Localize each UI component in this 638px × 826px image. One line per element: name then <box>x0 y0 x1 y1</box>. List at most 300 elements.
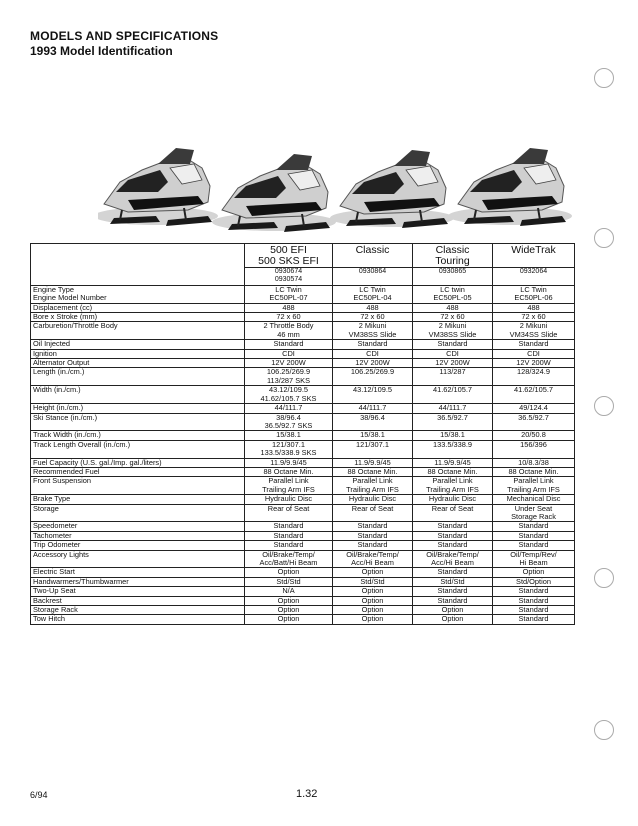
spec-value-line: 72 x 60 <box>276 312 301 322</box>
spec-value-line: Parallel Link <box>268 476 309 486</box>
page-title: MODELS AND SPECIFICATIONS <box>30 29 219 43</box>
snowmobile-photo <box>98 130 572 240</box>
part-number-cell-line: 0932064 <box>519 268 548 275</box>
column-header-line: Classic <box>435 244 470 256</box>
spec-value <box>245 504 333 522</box>
spec-value <box>333 495 413 504</box>
part-number-cell <box>333 268 413 286</box>
spec-value <box>245 340 333 349</box>
spec-value <box>413 577 493 586</box>
row-label-line: Storage <box>33 504 59 513</box>
spec-value-line: 41.62/105.7 <box>513 385 554 395</box>
binder-hole <box>594 228 614 248</box>
row-label <box>31 606 245 615</box>
spec-value <box>413 431 493 440</box>
row-label <box>31 458 245 467</box>
spec-value-line: Option <box>361 596 384 605</box>
spec-value-line: Standard <box>357 540 388 550</box>
row-label-line: Handwarmers/Thumbwarmer <box>33 577 129 586</box>
spec-value-line: Option <box>361 614 384 624</box>
spec-value <box>493 413 575 431</box>
spec-value-line: 11.9/9.9/45 <box>434 458 471 467</box>
row-label <box>31 359 245 368</box>
spec-value-line: LC Twin <box>520 285 547 294</box>
column-header-line: Touring <box>435 255 470 267</box>
column-header-line: WideTrak <box>511 244 556 256</box>
row-label <box>31 413 245 431</box>
row-label <box>31 577 245 586</box>
spec-value <box>245 596 333 605</box>
spec-value-line: Standard <box>437 531 468 540</box>
spec-value-line: 128/324.9 <box>517 367 550 377</box>
spec-value-line: 41.62/105.7 <box>432 385 473 395</box>
spec-value-line: 488 <box>366 303 379 312</box>
spec-value <box>245 368 333 386</box>
spec-value-line: Rear of Seat <box>431 504 474 513</box>
spec-value-line: Standard <box>518 521 549 531</box>
spec-value <box>493 404 575 413</box>
spec-value <box>333 359 413 368</box>
spec-value <box>413 322 493 340</box>
spec-value <box>493 349 575 358</box>
spec-value <box>493 541 575 550</box>
spec-value <box>245 386 333 404</box>
spec-value-line: Oil/Brake/Temp/ <box>426 550 479 559</box>
table-row <box>31 541 575 550</box>
table-row <box>31 440 575 458</box>
spec-value-line: Std/Std <box>440 577 465 586</box>
spec-value <box>333 322 413 340</box>
row-label-line: Displacement (cc) <box>33 303 93 312</box>
row-label-line: Brake Type <box>33 494 71 504</box>
spec-value-line: 133.5/338.9 SKS <box>260 448 317 458</box>
table-row <box>31 495 575 504</box>
spec-value-line: Standard <box>518 531 549 540</box>
spec-value-line: Acc/Hi Beam <box>431 558 474 567</box>
spec-value-line: Option <box>361 586 384 596</box>
spec-value-line: Storage Rack <box>511 511 556 521</box>
row-label-line: Two-Up Seat <box>33 586 76 596</box>
spec-value <box>413 541 493 550</box>
spec-value-line: Standard <box>357 339 388 349</box>
table-row <box>31 568 575 577</box>
spec-value <box>493 550 575 568</box>
spec-value <box>493 606 575 615</box>
spec-value-line: Oil/Brake/Temp/ <box>262 550 315 559</box>
spec-value <box>493 386 575 404</box>
footer-date: 6/94 <box>30 790 48 800</box>
table-row <box>31 313 575 322</box>
spec-value-line: 2 Throttle Body <box>263 321 314 331</box>
row-label-line: Carburetion/Throttle Body <box>33 321 118 331</box>
binder-hole <box>594 396 614 416</box>
spec-value-line: Hydraulic Disc <box>348 494 397 504</box>
spec-value <box>493 285 575 303</box>
spec-value-line: 113/287 SKS <box>266 375 310 385</box>
spec-value <box>493 504 575 522</box>
row-label-line: Bore x Stroke (mm) <box>33 312 98 322</box>
table-row <box>31 522 575 531</box>
spec-value-line: Trailing Arm IFS <box>346 484 399 494</box>
spec-value <box>413 440 493 458</box>
spec-value <box>245 550 333 568</box>
spec-value <box>413 596 493 605</box>
table-row <box>31 349 575 358</box>
spec-value-line: Standard <box>518 540 549 550</box>
spec-value-line: Standard <box>437 567 468 577</box>
row-label-line: Tachometer <box>33 531 72 540</box>
spec-value-line: 488 <box>527 303 540 312</box>
row-label-line: Ignition <box>33 349 57 358</box>
spec-value <box>333 550 413 568</box>
spec-value-line: Option <box>361 567 384 577</box>
spec-value <box>493 368 575 386</box>
column-header <box>245 244 333 268</box>
spec-value-line: Standard <box>273 339 304 349</box>
part-number-cell <box>245 268 333 286</box>
row-label <box>31 615 245 624</box>
spec-value-line: 43.12/109.5 <box>268 385 309 395</box>
spec-value-line: Option <box>441 614 464 624</box>
spec-value <box>333 568 413 577</box>
spec-value <box>245 467 333 476</box>
spec-value-line: 488 <box>282 303 295 312</box>
spec-value <box>333 531 413 540</box>
part-number-cell-line: 0930865 <box>438 268 467 275</box>
row-label-line: Trip Odometer <box>33 540 81 550</box>
spec-value <box>493 495 575 504</box>
spec-value <box>333 541 413 550</box>
binder-hole <box>594 720 614 740</box>
spec-value-line: 72 x 60 <box>360 312 385 322</box>
spec-value-line: 44/111.7 <box>358 403 387 413</box>
table-row <box>31 303 575 312</box>
page-number: 1.32 <box>296 788 318 800</box>
spec-value <box>333 285 413 303</box>
table-row <box>31 477 575 495</box>
spec-value-line: 72 x 60 <box>521 312 546 322</box>
spec-value-line: 49/124.4 <box>519 403 548 413</box>
spec-value-line: Standard <box>518 339 549 349</box>
spec-value-line: Rear of Seat <box>351 504 394 513</box>
row-label <box>31 467 245 476</box>
spec-value <box>493 522 575 531</box>
table-row <box>31 431 575 440</box>
spec-value <box>245 413 333 431</box>
part-number-cell-line: 0930674 <box>274 268 303 275</box>
spec-value <box>333 303 413 312</box>
spec-value-line: Trailing Arm IFS <box>426 484 479 494</box>
spec-value <box>333 386 413 404</box>
row-label <box>31 531 245 540</box>
spec-value-line: Option <box>277 596 300 605</box>
spec-value-line: 121/307.1 <box>272 440 305 449</box>
spec-value <box>333 404 413 413</box>
spec-value-line: Trailing Arm IFS <box>262 484 315 494</box>
spec-value-line: CDI <box>527 349 540 358</box>
spec-value <box>333 440 413 458</box>
row-label <box>31 313 245 322</box>
row-label <box>31 386 245 404</box>
row-label <box>31 322 245 340</box>
spec-value <box>245 477 333 495</box>
spec-value <box>333 504 413 522</box>
part-number-cell <box>493 268 575 286</box>
spec-value <box>413 458 493 467</box>
spec-value-line: 106.25/269.9 <box>350 367 395 377</box>
table-row <box>31 587 575 596</box>
spec-value <box>333 522 413 531</box>
spec-value <box>245 303 333 312</box>
spec-value <box>245 349 333 358</box>
spec-value-line: 46 mm <box>277 329 300 339</box>
table-row <box>31 368 575 386</box>
spec-value-line: 2 Mikuni <box>519 321 548 331</box>
spec-value <box>413 285 493 303</box>
spec-value-line: 15/38.1 <box>276 430 301 440</box>
spec-value-line: 88 Octane Min. <box>263 467 314 476</box>
table-header-row <box>31 244 575 268</box>
spec-value-line: CDI <box>282 349 295 358</box>
row-label <box>31 431 245 440</box>
table-row <box>31 322 575 340</box>
row-label <box>31 568 245 577</box>
spec-value <box>413 606 493 615</box>
spec-value <box>245 531 333 540</box>
spec-value-line: Standard <box>437 586 468 596</box>
spec-value-line: Standard <box>273 540 304 550</box>
spec-value <box>245 322 333 340</box>
spec-value <box>413 550 493 568</box>
table-row <box>31 596 575 605</box>
spec-value <box>333 577 413 586</box>
spec-value <box>413 477 493 495</box>
spec-value-line: Standard <box>357 521 388 531</box>
spec-value <box>413 495 493 504</box>
spec-value-line: Standard <box>273 521 304 531</box>
row-label-line: Length (in./cm.) <box>33 367 85 377</box>
spec-value <box>245 495 333 504</box>
spec-value <box>493 431 575 440</box>
spec-value <box>413 615 493 624</box>
spec-value <box>493 568 575 577</box>
spec-value-line: 10/8.3/38 <box>518 458 549 467</box>
spec-value <box>493 440 575 458</box>
spec-value <box>333 313 413 322</box>
spec-value-line: Standard <box>437 339 468 349</box>
spec-value <box>333 458 413 467</box>
spec-value-line: 15/38.1 <box>360 430 385 440</box>
spec-value-line: Parallel Link <box>352 476 393 486</box>
spec-value-line: 36.5/92.7 <box>437 413 468 422</box>
spec-value <box>493 340 575 349</box>
spec-value <box>245 587 333 596</box>
spec-value-line: 44/111.7 <box>274 403 303 413</box>
spec-value-line: N/A <box>282 586 295 596</box>
row-label <box>31 440 245 458</box>
part-number-cell-line: 0930574 <box>274 276 303 284</box>
table-row <box>31 615 575 624</box>
spec-value-line: 113/287 <box>439 367 466 377</box>
binder-hole <box>594 568 614 588</box>
spec-value-line: Under Seat <box>514 504 553 513</box>
spec-value <box>413 368 493 386</box>
spec-value <box>493 359 575 368</box>
spec-value <box>245 606 333 615</box>
spec-value <box>413 531 493 540</box>
row-label-line: Tow Hitch <box>33 614 66 624</box>
spec-value-line: Option <box>361 605 384 615</box>
row-label <box>31 404 245 413</box>
spec-value-line: Option <box>277 614 300 624</box>
spec-value-line: VM38SS Slide <box>348 329 397 339</box>
spec-value-line: Standard <box>518 596 549 605</box>
spec-value <box>413 303 493 312</box>
spec-value <box>333 349 413 358</box>
spec-value-line: Std/Std <box>360 577 385 586</box>
spec-value-line: Standard <box>273 531 304 540</box>
spec-value <box>493 458 575 467</box>
row-label <box>31 340 245 349</box>
spec-value <box>413 467 493 476</box>
spec-value-line: 12V 200W <box>516 358 551 368</box>
spec-value-line: Hydraulic Disc <box>428 494 477 504</box>
spec-value-line: CDI <box>446 349 459 358</box>
row-label <box>31 303 245 312</box>
table-row <box>31 340 575 349</box>
spec-value-line: Option <box>441 605 464 615</box>
row-label <box>31 368 245 386</box>
row-label-line: Alternator Output <box>33 358 90 368</box>
spec-value <box>245 615 333 624</box>
spec-value-line: 11.9/9.9/45 <box>354 458 391 467</box>
spec-value-line: 133.5/338.9 <box>432 440 473 449</box>
spec-value-line: Standard <box>437 540 468 550</box>
row-label-line: Track Width (in./cm.) <box>33 430 101 440</box>
row-label-line: Height (in./cm.) <box>33 403 84 413</box>
row-label <box>31 285 245 303</box>
spec-value-line: Standard <box>518 586 549 596</box>
spec-value <box>333 606 413 615</box>
spec-value <box>333 587 413 596</box>
spec-value <box>245 313 333 322</box>
spec-value-line: Standard <box>437 521 468 531</box>
table-row <box>31 359 575 368</box>
spec-value <box>413 504 493 522</box>
row-label-line: Electric Start <box>33 567 75 577</box>
spec-value-line: Mechanical Disc <box>506 494 561 504</box>
row-label-line: Fuel Capacity (U.S. gal./Imp. gal./liters) <box>33 458 162 467</box>
spec-value-line: Standard <box>357 531 388 540</box>
spec-value <box>413 349 493 358</box>
row-label <box>31 522 245 531</box>
spec-value-line: 20/50.8 <box>521 430 546 440</box>
table-row <box>31 531 575 540</box>
spec-value <box>493 596 575 605</box>
header-corner-cell <box>31 244 245 286</box>
spec-value <box>413 340 493 349</box>
table-row <box>31 386 575 404</box>
spec-value-line: VM34SS Slide <box>509 329 558 339</box>
row-label-line: Storage Rack <box>33 605 78 615</box>
spec-value <box>245 568 333 577</box>
spec-value <box>493 477 575 495</box>
column-header-line: 500 SKS EFI <box>258 255 319 267</box>
spec-value-line: Standard <box>518 614 549 624</box>
binder-hole <box>594 68 614 88</box>
spec-value-line: Std/Option <box>516 577 551 586</box>
spec-value <box>245 285 333 303</box>
spec-value <box>333 615 413 624</box>
spec-value <box>333 431 413 440</box>
column-header-line: 500 EFI <box>270 244 307 256</box>
spec-value-line: Rear of Seat <box>267 504 310 513</box>
spec-value-line: Oil/Temp/Rev/ <box>510 550 557 559</box>
spec-value-line: 44/111.7 <box>438 403 467 413</box>
spec-value-line: Option <box>277 567 300 577</box>
spec-value-line: 43.12/109.5 <box>352 385 393 395</box>
spec-value-line: 12V 200W <box>435 358 470 368</box>
spec-value-line: 106.25/269.9 <box>266 367 311 377</box>
row-label-line: Backrest <box>33 596 62 605</box>
spec-value-line: Oil/Brake/Temp/ <box>346 550 399 559</box>
spec-value <box>413 413 493 431</box>
spec-value <box>413 386 493 404</box>
spec-value <box>493 587 575 596</box>
spec-value-line: 41.62/105.7 SKS <box>260 393 317 403</box>
row-label <box>31 495 245 504</box>
spec-value-line: 36.5/92.7 <box>518 413 549 422</box>
spec-value <box>333 413 413 431</box>
row-label-line: Ski Stance (in./cm.) <box>33 413 98 422</box>
spec-value <box>493 615 575 624</box>
spec-value-line: Parallel Link <box>513 476 554 486</box>
spec-value-line: EC50PL-04 <box>353 293 392 303</box>
spec-value-line: Standard <box>437 596 468 605</box>
row-label-line: Oil Injected <box>33 339 70 349</box>
row-label <box>31 541 245 550</box>
spec-value-line: 12V 200W <box>355 358 390 368</box>
spec-value-line: 72 x 60 <box>440 312 465 322</box>
row-label <box>31 349 245 358</box>
spec-value-line: LC Twin <box>275 285 302 294</box>
row-label-line: Engine Type <box>33 285 74 294</box>
spec-value-line: 38/96.4 <box>276 413 301 422</box>
spec-value <box>413 359 493 368</box>
spec-value-line: 2 Mikuni <box>438 321 467 331</box>
spec-value <box>493 313 575 322</box>
row-label <box>31 504 245 522</box>
spec-value-line: 88 Octane Min. <box>427 467 478 476</box>
spec-value-line: 88 Octane Min. <box>347 467 398 476</box>
spec-value-line: LC twin <box>440 285 465 294</box>
spec-value-line: Option <box>277 605 300 615</box>
spec-value <box>493 467 575 476</box>
spec-value <box>245 541 333 550</box>
table-row <box>31 285 575 303</box>
spec-value-line: Acc/Batt/Hi Beam <box>259 558 318 567</box>
spec-value-line: Std/Std <box>276 577 301 586</box>
spec-value-line: CDI <box>366 349 379 358</box>
spec-value-line: EC50PL-07 <box>269 293 308 303</box>
spec-value-line: EC50PL-06 <box>514 293 553 303</box>
spec-value-line: 2 Mikuni <box>358 321 387 331</box>
row-label <box>31 477 245 495</box>
spec-value <box>333 368 413 386</box>
table-row <box>31 467 575 476</box>
row-label <box>31 596 245 605</box>
row-label-line: Engine Model Number <box>33 293 107 303</box>
